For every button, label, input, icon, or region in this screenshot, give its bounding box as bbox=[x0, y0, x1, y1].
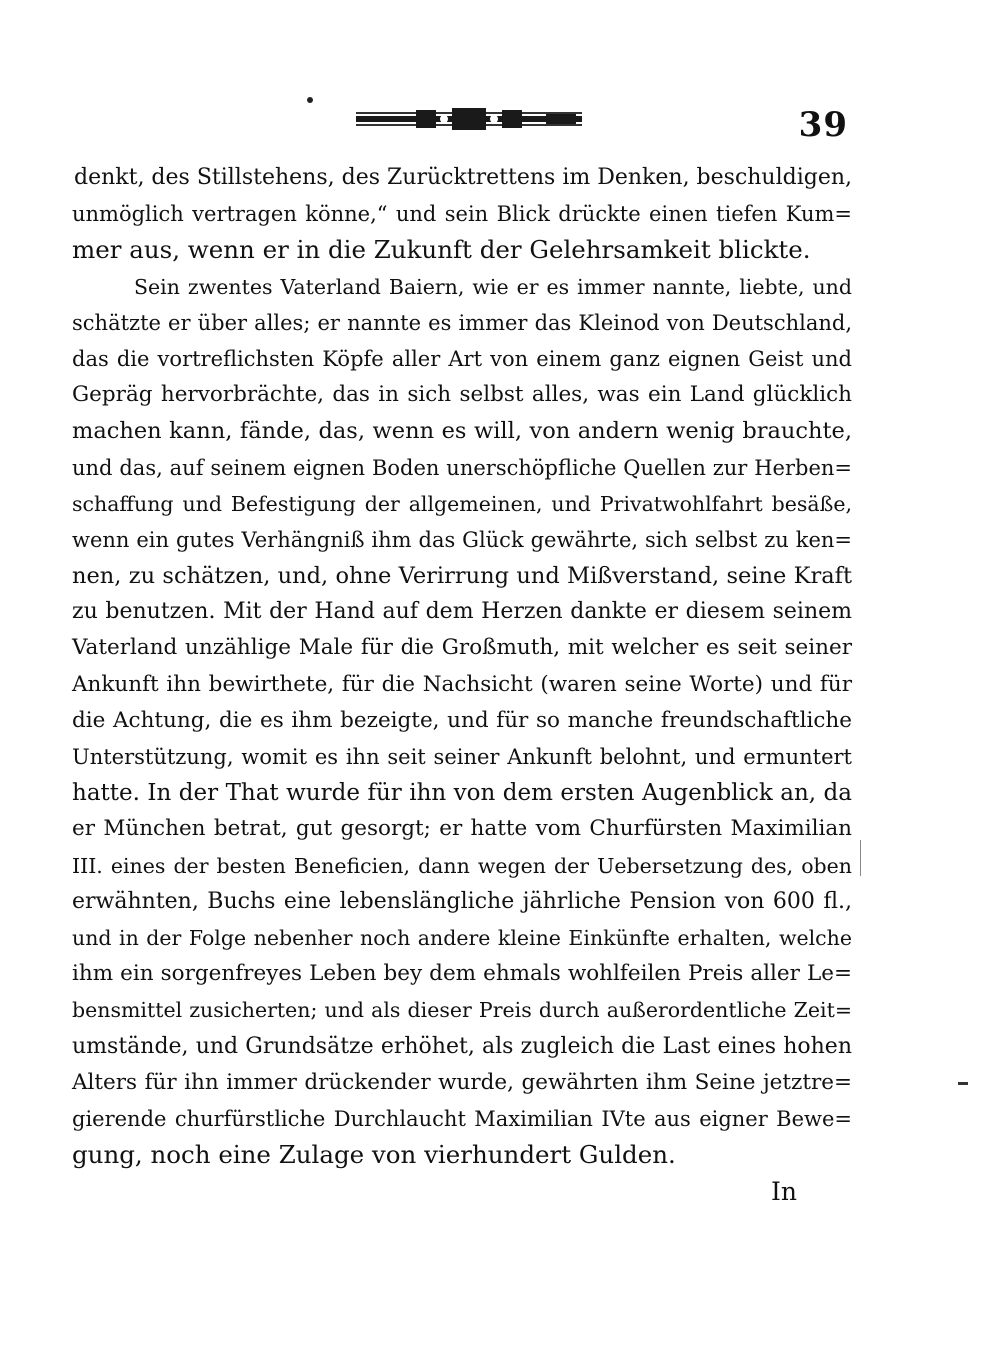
body-text bbox=[72, 160, 852, 1173]
text-line: erwähnten, Buchs eine lebenslängliche jährliche Pension von 600 fl., bbox=[72, 888, 852, 914]
text-line: hatte. In der That wurde für ihn von dem ersten Augenblick an, da bbox=[72, 780, 852, 807]
text-line: gung, noch eine Zulage von vierhundert Gulden. bbox=[72, 1140, 676, 1170]
margin-mark bbox=[958, 1082, 968, 1085]
ink-speck bbox=[307, 97, 313, 103]
text-line: Gepräg hervorbrächte, das in sich selbst alles, was ein Land glücklich bbox=[72, 382, 852, 408]
text-line: bensmittel zusicherten; und als dieser Preis durch außerordentliche Zeit= bbox=[72, 998, 852, 1023]
text-line: Sein zwentes Vaterland Baiern, wie er es immer nannte, liebte, und bbox=[134, 274, 852, 299]
text-line: ihm ein sorgenfreyes Leben bey dem ehmals wohlfeilen Preis aller Le= bbox=[72, 961, 852, 987]
text-line: er München betrat, gut gesorgt; er hatte vom Churfürsten Maximilian bbox=[72, 816, 852, 842]
text-line: gierende churfürstliche Durchlaucht Maximilian IVte aus eigner Bewe= bbox=[72, 1106, 852, 1131]
text-line: umstände, und Grundsätze erhöhet, als zugleich die Last eines hohen bbox=[72, 1033, 852, 1059]
text-line: III. eines der besten Beneficien, dann wegen der Uebersetzung des, oben bbox=[72, 853, 852, 878]
text-line: schaffung und Befestigung der allgemeinen, und Privatwohlfahrt besäße, bbox=[72, 491, 852, 516]
text-line: die Achtung, die es ihm bezeigte, und für so manche freundschaftliche bbox=[72, 707, 852, 733]
text-line: mer aus, wenn er in die Zukunft der Gelehrsamkeit blickte. bbox=[72, 235, 811, 265]
page-number: 39 bbox=[798, 105, 848, 145]
catchword: In bbox=[771, 1177, 797, 1206]
margin-mark bbox=[860, 840, 861, 876]
text-line: Ankunft ihn bewirthete, für die Nachsicht (waren seine Worte) und für bbox=[72, 671, 852, 697]
text-line: schätzte er über alles; er nannte es immer das Kleinod von Deutschland, bbox=[72, 310, 852, 335]
text-line: und in der Folge nebenher noch andere kleine Einkünfte erhalten, welche bbox=[72, 925, 852, 950]
text-line: denkt, des Stillstehens, des Zurücktrettens im Denken, beschuldigen, bbox=[74, 165, 853, 190]
text-line: zu benutzen. Mit der Hand auf dem Herzen dankte er diesem seinem bbox=[72, 599, 852, 625]
text-line: Alters für ihn immer drückender wurde, gewährten ihm Seine jetztre= bbox=[72, 1069, 852, 1095]
text-line: Vaterland unzählige Male für die Großmuth, mit welcher es seit seiner bbox=[72, 635, 852, 661]
text-line: Unterstützung, womit es ihn seit seiner Ankunft belohnt, und ermuntert bbox=[72, 745, 852, 769]
text-line: wenn ein gutes Verhängniß ihm das Glück gewährte, sich selbst zu ken= bbox=[72, 527, 852, 552]
text-line: unmöglich vertragen könne,“ und sein Blick drückte einen tiefen Kum= bbox=[72, 202, 852, 227]
header-ornament bbox=[356, 108, 582, 130]
text-line: und das, auf seinem eignen Boden unerschöpfliche Quellen zur Herben= bbox=[72, 455, 852, 480]
text-line: das die vortreflichsten Köpfe aller Art von einem ganz eignen Geist und bbox=[72, 346, 852, 371]
text-line: machen kann, fände, das, wenn es will, von andern wenig brauchte, bbox=[72, 418, 852, 445]
text-line: nen, zu schätzen, und, ohne Verirrung und Mißverstand, seine Kraft bbox=[72, 563, 852, 590]
